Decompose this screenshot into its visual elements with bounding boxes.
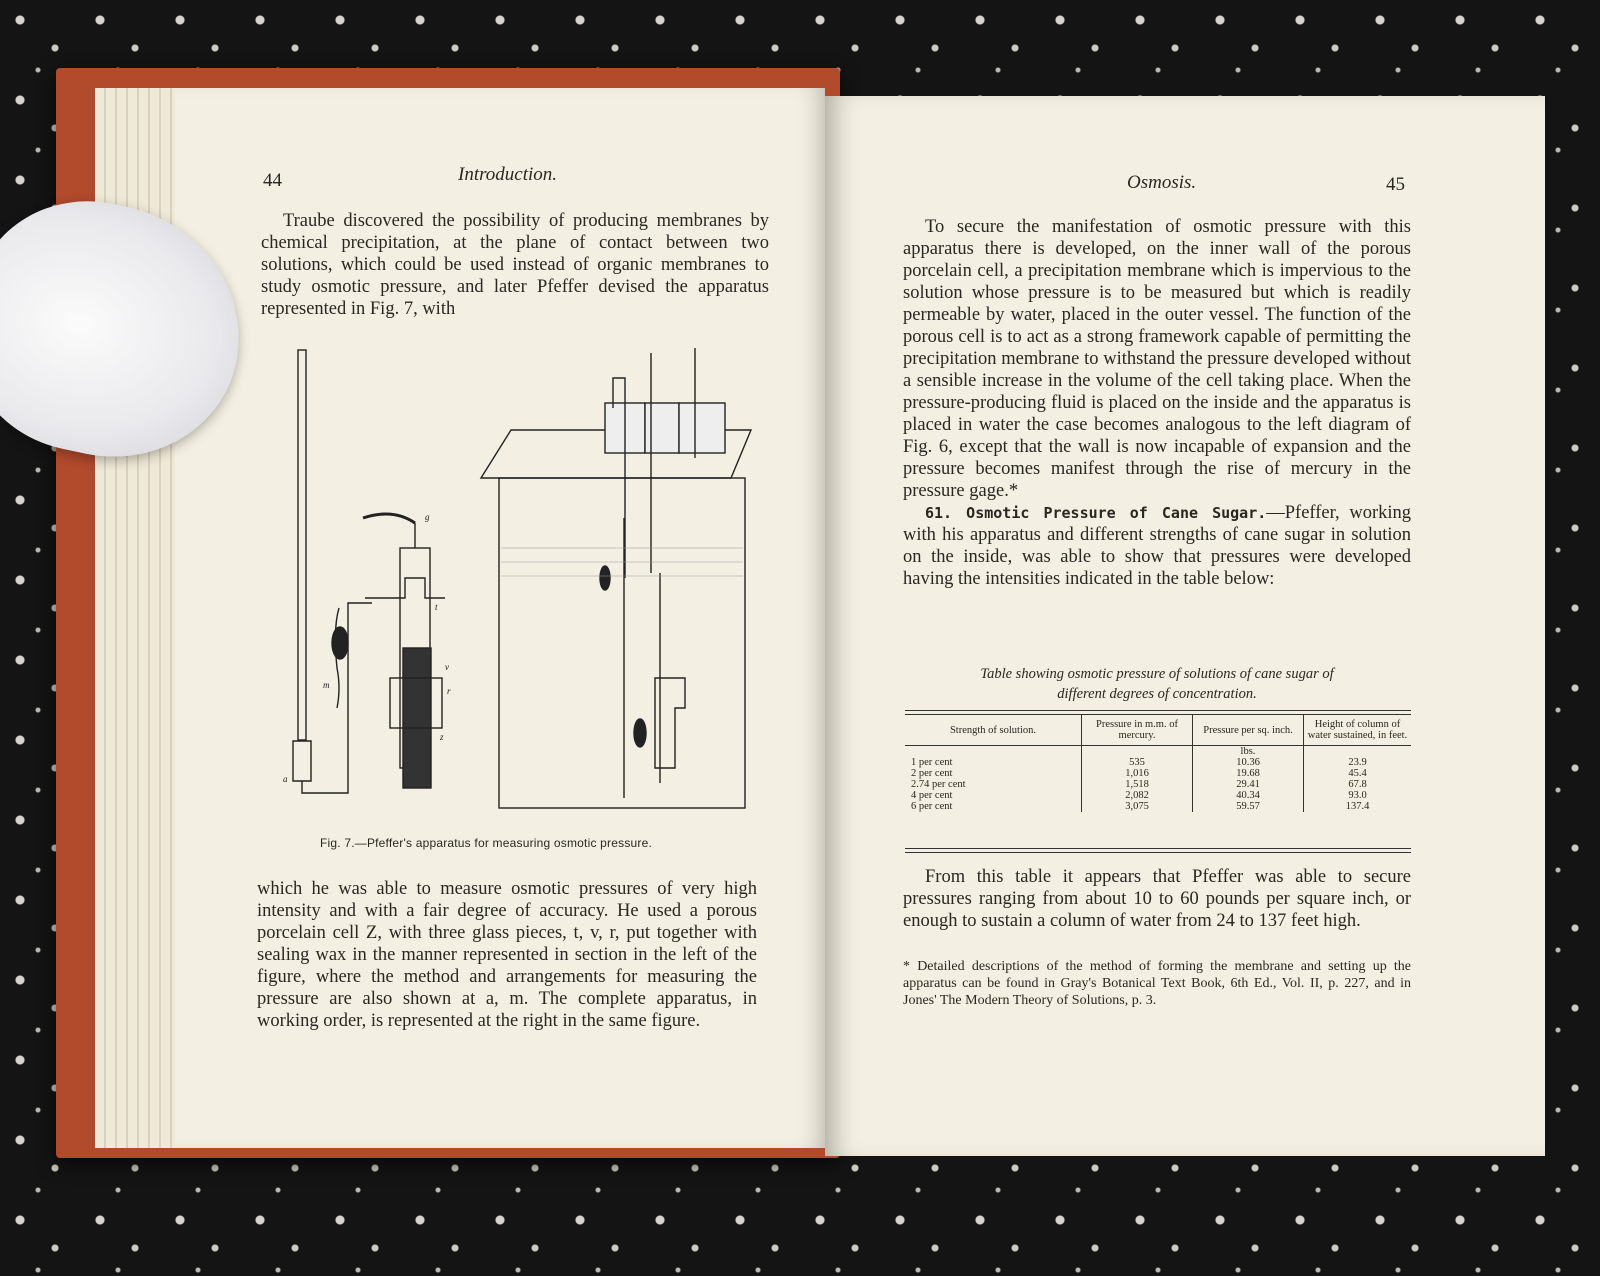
section-title: 61. Osmotic Pressure of Cane Sugar.: [925, 504, 1267, 522]
right-running-head: Osmosis.: [1127, 172, 1197, 193]
right-paragraph-after-table: [903, 866, 1411, 932]
table-cell: 45.4: [1304, 768, 1412, 779]
table-row: [905, 790, 1411, 801]
table-header-cell: Pressure in m.m. of mercury.: [1082, 715, 1193, 746]
table-cell: 2 per cent: [911, 768, 953, 779]
table-caption-line-1: Table showing osmotic pressure of solutions of cane sugar of: [980, 666, 1334, 682]
left-paragraph-bottom-text: which he was able to measure osmotic pressures of very high intensity and with a fair degree of accuracy. He used a porous porcelain cell Z, with three glass pieces, t, v, r, put together with sealing wax in the manner represented in section in the left of the figure, where the method and arrangements for measuring the pressure are also shown at a, m. The complete apparatus, in working order, is represented at the right in the same figure.: [257, 879, 757, 1031]
table-cell: 23.9: [1304, 757, 1412, 768]
figure-letter-v: v: [445, 662, 449, 672]
table-bottom-rule: [905, 848, 1411, 853]
left-running-head: Introduction.: [458, 164, 558, 185]
table-cell: 137.4: [1304, 801, 1412, 812]
table-cell: lbs.: [1193, 746, 1304, 758]
table-header-cell: Height of column of water sustained, in feet.: [1304, 715, 1412, 746]
section-text: —Pfeffer, working with his apparatus and different strengths of cane sugar in solution on the inside, was able to show that pressures were developed having the intensities indicated in the table below:: [903, 503, 1411, 589]
table-header-cell: Strength of solution.: [905, 715, 1082, 746]
table-caption: [903, 664, 1411, 704]
table-row: [905, 801, 1411, 812]
table-cell: 2.74 per cent: [911, 779, 966, 790]
figure-letter-r: r: [447, 686, 451, 696]
table-cell: [1082, 746, 1193, 758]
right-paragraph-top: [903, 216, 1411, 590]
table-row: [905, 757, 1411, 768]
table-cell: 40.34: [1193, 790, 1304, 801]
pfeffer-apparatus-figure: [275, 348, 775, 828]
table-cell: 4 per cent: [911, 790, 953, 801]
table-header-row: [905, 715, 1411, 746]
table-cell: 535: [1082, 757, 1193, 768]
figure-letter-z: z: [440, 732, 444, 742]
footnote: * Detailed descriptions of the method of forming the membrane and setting up the apparatus can be found in Gray's Botanical Text Book, 6th Ed., Vol. II, p. 227, and in Jones' The Modern Theory of Solutions, p. 3.: [903, 959, 1411, 1008]
table-cell: 10.36: [1193, 757, 1304, 768]
osmotic-pressure-table: [905, 715, 1411, 812]
table-cell: 1,518: [1082, 779, 1193, 790]
table-cell: [1304, 746, 1412, 758]
table-cell: 93.0: [1304, 790, 1412, 801]
figure-caption: Fig. 7.—Pfeffer's apparatus for measuring osmotic pressure.: [320, 836, 653, 850]
figure-letter-a: a: [283, 774, 288, 784]
right-paragraph-after-text: From this table it appears that Pfeffer was able to secure pressures ranging from about 10 to 60 pounds per square inch, or enough to sustain a column of water from 24 to 137 feet high.: [903, 867, 1411, 931]
table-cell: 19.68: [1193, 768, 1304, 779]
left-paragraph-top: [261, 210, 769, 320]
right-page: [825, 96, 1545, 1156]
manometer-tube: [298, 350, 306, 740]
table-cell: 1,016: [1082, 768, 1193, 779]
left-page-number: 44: [263, 170, 282, 191]
right-paragraph-top-text: To secure the manifestation of osmotic pressure with this apparatus there is developed, on the inner wall of the porous porcelain cell, a precipitation membrane which is impervious to the solution whose pressure is to be measured but which is readily permeable by water, placed in the outer vessel. The function of the porous cell is to act as a strong framework capable of permitting the precipitation membrane to withstand the pressure developed without a sensible increase in the volume of the cell taking place. When the pressure-producing fluid is placed on the inside and the apparatus is placed in water the case becomes analogous to the left diagram of Fig. 6, except that the wall is now incapable of expansion and the pressure becomes manifest through the rise of mercury in the pressure gage.*: [903, 217, 1411, 501]
table-row: [905, 768, 1411, 779]
left-paragraph-bottom: [257, 878, 757, 1032]
figure-letter-t: t: [435, 602, 438, 612]
table-cell: 67.8: [1304, 779, 1412, 790]
figure-letter-g: g: [425, 512, 430, 522]
table-header-cell: Pressure per sq. inch.: [1193, 715, 1304, 746]
left-page: [175, 88, 825, 1148]
table-cell: 3,075: [1082, 801, 1193, 812]
figure-letter-m: m: [323, 680, 330, 690]
left-paragraph-top-text: Traube discovered the possibility of producing membranes by chemical precipitation, at the plane of contact between two solutions, which could be used instead of organic membranes to study osmotic pressure, and later Pfeffer devised the apparatus represented in Fig. 7, with: [261, 211, 769, 319]
table-cell: 29.41: [1193, 779, 1304, 790]
table-cell: 2,082: [1082, 790, 1193, 801]
table-unit-row: [905, 746, 1411, 758]
right-page-number: 45: [1386, 174, 1405, 195]
table-cell: 6 per cent: [911, 801, 953, 812]
section-61: [903, 502, 1411, 590]
table-cell: 1 per cent: [911, 757, 953, 768]
table-cell: [905, 746, 1082, 758]
table-row: [905, 779, 1411, 790]
table-cell: 59.57: [1193, 801, 1304, 812]
table-caption-line-2: different degrees of concentration.: [1057, 686, 1257, 702]
